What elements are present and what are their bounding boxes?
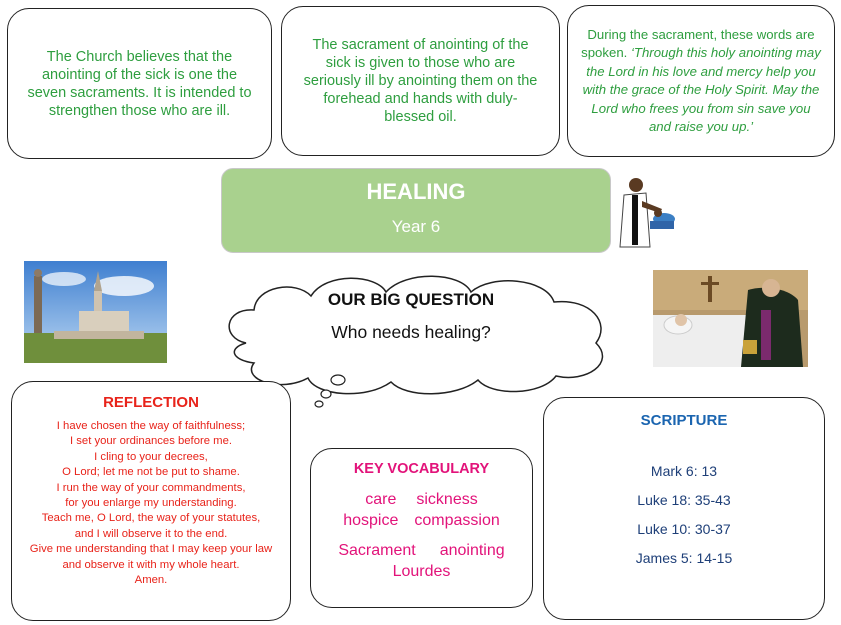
- reflection-line: I run the way of your commandments,: [56, 481, 246, 494]
- vocabulary-row: [383, 561, 461, 582]
- sacrament-description-text: The sacrament of anointing of the sick is given to those who are seriously ill by anointing them on the forehead and hands with duly-blessed oil.: [303, 37, 538, 125]
- church-belief-text: The Church believes that the anointing of the sick is one the seven sacraments. It is intended to strengthen those who are ill.: [27, 48, 252, 119]
- reflection-line: I set your ordinances before me.: [69, 435, 232, 448]
- vocabulary-row: [326, 540, 516, 561]
- scripture-reference: Luke 10: 30-37: [637, 521, 731, 537]
- scripture-reference: Luke 18: 35-43: [637, 492, 731, 508]
- page-title: HEALING: [366, 179, 466, 204]
- vocabulary-row: [355, 489, 487, 510]
- vocabulary-row: [335, 510, 508, 531]
- year-label: Year 6: [391, 217, 441, 236]
- reflection-line: Amen.: [134, 574, 168, 587]
- sacrament-words-text: [580, 26, 822, 137]
- priest-anointing-illustration: [612, 173, 676, 249]
- sacrament-words-quote: ‘Through this holy anointing may the Lord in his love and mercy help you with the grace of the Holy Spirit. May the Lord who frees you from sin save you and raise you up.’: [582, 45, 821, 134]
- vocabulary-word: hospice: [343, 512, 399, 529]
- scripture-heading: SCRIPTURE: [640, 412, 728, 429]
- reflection-line: I have chosen the way of faithfulness;: [56, 420, 246, 432]
- big-question-heading: OUR BIG QUESTION: [327, 290, 495, 309]
- vocabulary-word: Sacrament: [338, 542, 416, 559]
- vocabulary-word: anointing: [439, 542, 505, 559]
- key-vocabulary-heading: KEY VOCABULARY: [353, 461, 490, 477]
- reflection-line: Give me understanding that I may keep your law: [29, 543, 273, 556]
- reflection-line: and I will observe it to the end.: [74, 527, 228, 540]
- reflection-line: and observe it with my whole heart.: [62, 558, 240, 571]
- reflection-line: O Lord; let me not be put to shame.: [62, 466, 240, 479]
- church-belief-box: [7, 8, 272, 159]
- lourdes-photo: [24, 261, 167, 363]
- scripture-reference: Mark 6: 13: [650, 463, 718, 479]
- big-question-text: Who needs healing?: [331, 322, 491, 342]
- reflection-heading: REFLECTION: [103, 394, 199, 411]
- reflection-line: Teach me, O Lord, the way of your statutes,: [41, 512, 261, 525]
- bedside-anointing-photo: [653, 270, 808, 367]
- key-vocabulary-box: [310, 448, 533, 608]
- vocabulary-word: compassion: [414, 512, 500, 529]
- scripture-reference: James 5: 14-15: [635, 550, 733, 566]
- reflection-box: [11, 381, 291, 621]
- vocabulary-word: Lourdes: [392, 563, 451, 580]
- big-question: [261, 290, 561, 343]
- reflection-line: for you enlarge my understanding.: [65, 497, 237, 510]
- vocabulary-word: sickness: [416, 491, 478, 508]
- reflection-psalm: [30, 419, 272, 588]
- reflection-line: I cling to your decrees,: [94, 450, 208, 463]
- sacrament-description-box: [281, 6, 560, 156]
- sacrament-words-intro: During the sacrament, these words are spoken.: [581, 26, 815, 60]
- title-banner: [221, 168, 611, 253]
- vocabulary-word: care: [365, 491, 397, 508]
- scripture-box: [543, 397, 825, 620]
- sacrament-words-box: [567, 5, 835, 157]
